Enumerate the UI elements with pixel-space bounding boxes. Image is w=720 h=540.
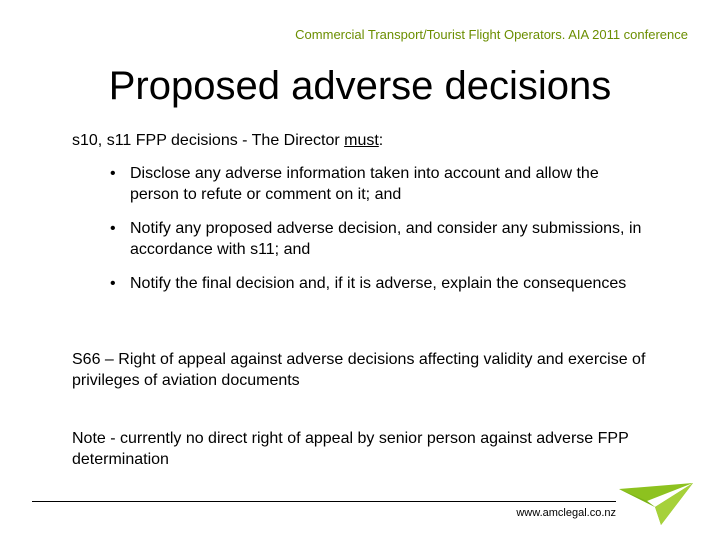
- website-link[interactable]: www.amclegal.co.nz: [516, 507, 616, 519]
- s66-paragraph: S66 – Right of appeal against adverse decisions affecting validity and exercise of privileges of aviation documents: [72, 351, 646, 389]
- slide-title: Proposed adverse decisions: [108, 64, 612, 108]
- bullet-dot-icon: •: [110, 220, 116, 237]
- bullet-dot-icon: •: [110, 275, 116, 292]
- intro-prefix: s10, s11 FPP decisions - The Director: [72, 132, 345, 149]
- bullet-dot-icon: •: [110, 165, 116, 182]
- bullet-text: Notify the final decision and, if it is adverse, explain the consequences: [130, 275, 627, 292]
- bullet-item: [104, 218, 644, 260]
- bullet-list: [104, 163, 644, 307]
- conference-header: Commercial Transport/Tourist Flight Operators. AIA 2011 conference: [295, 27, 688, 42]
- intro-suffix: :: [378, 132, 384, 149]
- intro-line: [72, 130, 652, 151]
- footer-divider: [32, 501, 616, 502]
- bullet-text: Notify any proposed adverse decision, and consider any submissions, in accordance with s11; and: [130, 220, 642, 258]
- intro-emphasis: must: [344, 132, 379, 149]
- bullet-item: [104, 163, 644, 205]
- bullet-item: [104, 273, 644, 294]
- bullet-text: Disclose any adverse information taken into account and allow the person to refute or comment on it; and: [130, 165, 599, 203]
- paper-plane-logo-icon: [617, 481, 695, 527]
- note-paragraph: Note - currently no direct right of appeal by senior person against adverse FPP determination: [72, 430, 629, 468]
